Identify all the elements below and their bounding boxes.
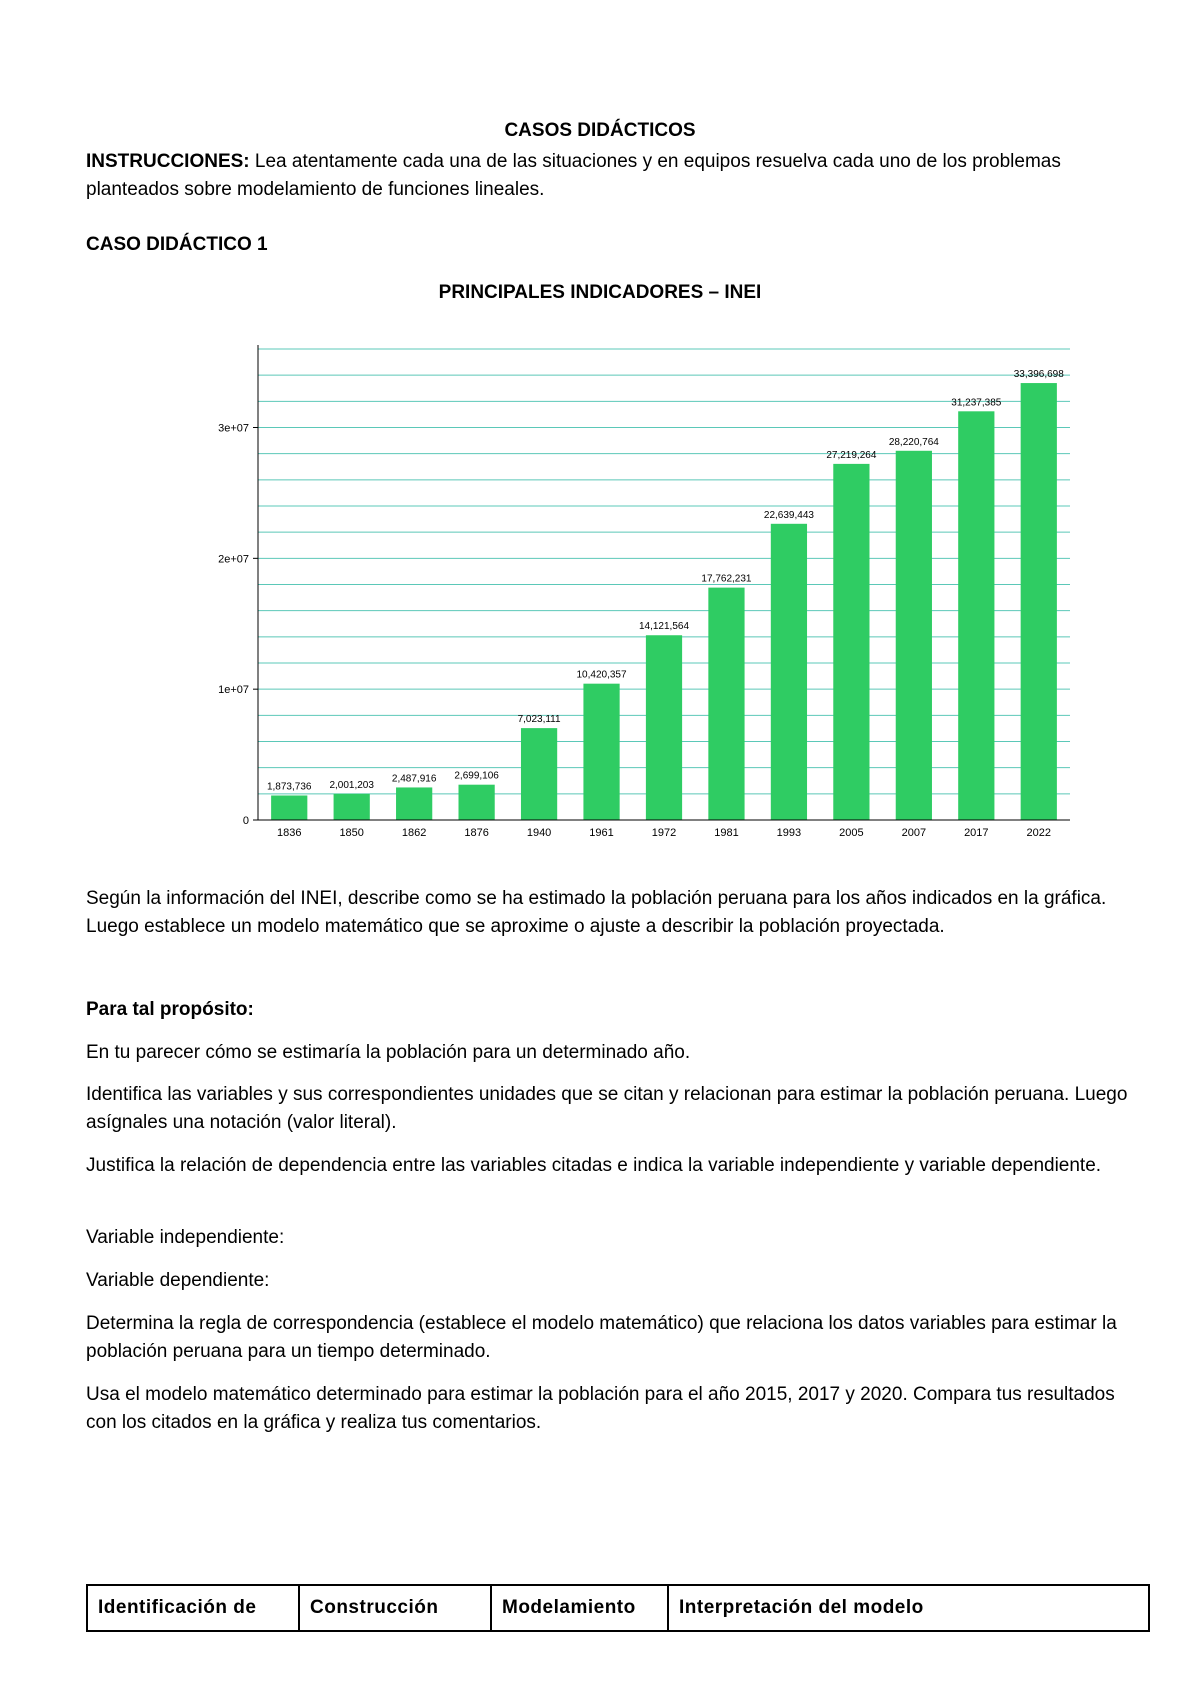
chart-heading: PRINCIPALES INDICADORES – INEI: [438, 282, 762, 303]
data-label-1993: 22,639,443: [763, 509, 814, 521]
y-tick-label: 2e+07: [218, 553, 249, 566]
x-tick-label-1836: 1836: [276, 827, 302, 839]
purpose-heading: Para tal propósito:: [86, 999, 254, 1020]
bar-1993: [771, 524, 807, 820]
rubric-table: [86, 1584, 1150, 1632]
bar-1862: [396, 787, 432, 820]
x-tick-label-1876: 1876: [464, 827, 489, 839]
data-label-2007: 28,220,764: [888, 436, 939, 448]
bar-2017: [958, 411, 994, 820]
independent-variable-label: Variable independiente:: [86, 1227, 285, 1248]
bar-1940: [521, 728, 557, 820]
y-tick-label: 3e+07: [218, 422, 249, 435]
rubric-header-construccion: Construcción: [299, 1585, 491, 1631]
data-label-1836: 1,873,736: [266, 781, 312, 793]
bar-1836: [271, 795, 307, 820]
question-correspondence-rule: Determina la regla de correspondencia (establece el modelo matemático) que relaciona los datos variables para estimar la población peruana para un tiempo determinado.: [86, 1313, 1117, 1362]
data-label-1876: 2,699,106: [454, 770, 499, 782]
bar-1972: [646, 635, 682, 820]
question-dependency: Justifica la relación de dependencia entre las variables citadas e indica la variable independiente y variable dependiente.: [86, 1155, 1102, 1176]
bar-2005: [833, 464, 869, 820]
instructions-text: Lea atentamente cada una de las situaciones y en equipos resuelva cada uno de los problemas planteados sobre modelamiento de funciones lineales.: [86, 151, 1061, 200]
data-label-2005: 27,219,264: [826, 449, 877, 461]
x-tick-label-2007: 2007: [901, 827, 927, 839]
data-label-1961: 10,420,357: [576, 669, 627, 681]
data-label-1981: 17,762,231: [701, 573, 752, 585]
bar-1876: [459, 785, 495, 820]
data-label-1862: 2,487,916: [391, 773, 437, 785]
x-tick-label-1850: 1850: [339, 827, 364, 839]
bar-2007: [896, 451, 932, 820]
data-label-2022: 33,396,698: [1013, 369, 1064, 381]
question-estimate-population: En tu parecer cómo se estimaría la población para un determinado año.: [86, 1042, 691, 1063]
y-tick-label: 0: [242, 815, 249, 827]
y-tick-label: 1e+07: [218, 684, 249, 697]
bar-2022: [1021, 383, 1057, 820]
x-tick-label-1993: 1993: [776, 827, 802, 839]
question-identify-variables: Identifica las variables y sus correspondientes unidades que se citan y relacionan para estimar la población peruana. Luego asígnales una notación (valor literal).: [86, 1084, 1128, 1133]
x-tick-label-1972: 1972: [651, 827, 677, 839]
intro-paragraph: Según la información del INEI, describe como se ha estimado la población peruana para los años indicados en la gráfica. Luego establece un modelo matemático que se aproxime o ajuste a describir la población proyectada.: [86, 888, 1107, 937]
x-tick-label-1981: 1981: [714, 827, 739, 839]
instructions-paragraph: [86, 148, 1136, 204]
bar-1961: [583, 684, 619, 820]
dependent-variable-label: Variable dependiente:: [86, 1270, 270, 1291]
x-tick-label-2005: 2005: [839, 827, 864, 839]
rubric-header-row: [87, 1585, 1149, 1631]
document-title: CASOS DIDÁCTICOS: [504, 120, 696, 141]
data-label-1972: 14,121,564: [638, 621, 690, 633]
x-tick-label-2017: 2017: [964, 827, 989, 839]
data-label-1940: 7,023,111: [517, 714, 561, 726]
x-tick-label-1862: 1862: [401, 827, 427, 839]
data-label-2017: 31,237,385: [951, 397, 1002, 409]
rubric-header-modelamiento: Modelamiento: [491, 1585, 668, 1631]
rubric-header-interpretacion: Interpretación del modelo: [668, 1585, 1149, 1631]
x-tick-label-1961: 1961: [589, 827, 614, 839]
instructions-label: INSTRUCCIONES:: [86, 151, 250, 172]
data-label-1850: 2,001,203: [329, 779, 374, 791]
bar-1850: [334, 794, 370, 820]
x-tick-label-2022: 2022: [1026, 827, 1052, 839]
population-bar-chart: [200, 345, 1080, 850]
case-heading: CASO DIDÁCTICO 1: [86, 234, 268, 255]
rubric-header-identificacion: Identificación de: [87, 1585, 299, 1631]
x-tick-label-1940: 1940: [526, 827, 552, 839]
bar-1981: [708, 588, 744, 820]
question-use-model: Usa el modelo matemático determinado para estimar la población para el año 2015, 2017 y 2020. Compara tus resultados con los citados en la gráfica y realiza tus comentarios.: [86, 1384, 1115, 1433]
